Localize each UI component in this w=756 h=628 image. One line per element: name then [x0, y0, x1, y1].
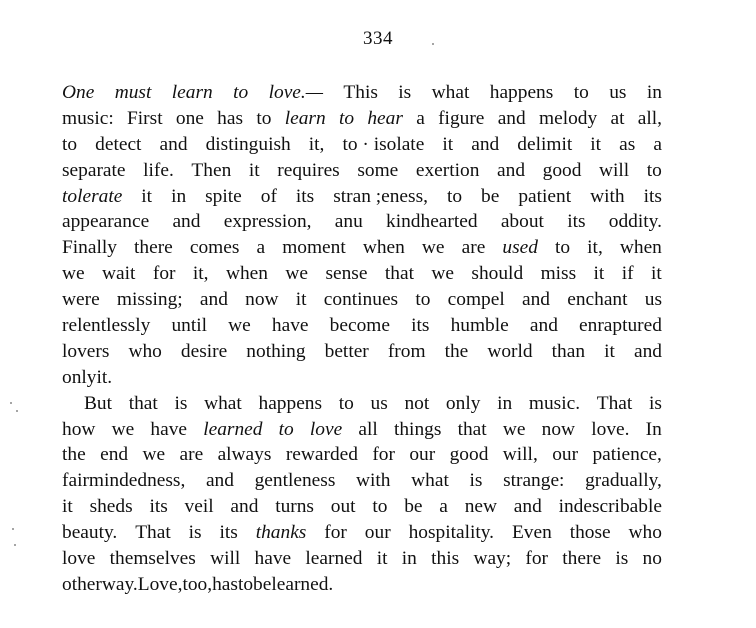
word: those — [569, 522, 611, 544]
text-line — [62, 106, 662, 132]
word: good — [542, 159, 582, 181]
word: to — [237, 573, 254, 595]
word: who — [128, 340, 162, 362]
word: missing; — [116, 289, 183, 311]
word: and — [199, 289, 228, 311]
word: compel — [447, 289, 505, 311]
word: rewarded — [285, 444, 358, 466]
word: one — [175, 107, 204, 129]
word: it — [442, 133, 454, 155]
word: things — [393, 418, 442, 440]
word: nothing — [246, 340, 306, 362]
word: learned. — [271, 573, 334, 595]
text-line — [62, 365, 662, 391]
word: the — [444, 340, 469, 362]
word: must — [114, 82, 152, 103]
word: to — [646, 159, 662, 181]
word: has — [212, 573, 238, 595]
word: that — [384, 263, 414, 285]
word: its — [295, 185, 315, 207]
word: melody — [539, 107, 598, 129]
word: for — [324, 522, 347, 544]
word: only — [62, 366, 97, 388]
word: good — [449, 444, 489, 466]
word: way. — [101, 573, 138, 595]
word: indescribable — [558, 496, 662, 518]
word: a — [653, 133, 662, 155]
word: happens — [489, 82, 554, 103]
word: and — [205, 470, 234, 492]
word: gradually, — [585, 470, 662, 492]
word: hospitality. — [408, 522, 495, 544]
scan-speck — [12, 528, 14, 530]
word: and — [159, 133, 188, 155]
word: if — [621, 263, 634, 285]
word: lovers — [62, 340, 110, 362]
word: its — [219, 522, 238, 544]
word: stran ;eness, — [333, 185, 428, 207]
word: Finally — [62, 237, 117, 259]
word: love.— — [268, 82, 323, 103]
word: separate — [62, 159, 126, 181]
word: have — [150, 418, 188, 440]
word: it — [141, 185, 153, 207]
word: hear — [367, 107, 403, 129]
word: That — [596, 392, 633, 414]
word: way; — [473, 548, 512, 570]
word: be — [481, 185, 500, 207]
text-line — [62, 417, 662, 443]
word: in — [646, 82, 662, 103]
word: and — [529, 315, 558, 337]
word: to — [372, 496, 388, 518]
word: with — [590, 185, 625, 207]
word: will, — [502, 444, 538, 466]
word: themselves — [109, 548, 196, 570]
word: all — [358, 418, 378, 440]
word: what — [204, 392, 242, 414]
word: learn — [171, 82, 213, 103]
scan-speck — [432, 43, 434, 45]
text-line — [62, 184, 662, 210]
word: sense — [325, 263, 368, 285]
word: be — [253, 573, 272, 595]
word: we — [285, 263, 309, 285]
word: it — [651, 263, 662, 285]
word: turns — [275, 496, 314, 518]
word: us — [609, 82, 627, 103]
word: be — [404, 496, 423, 518]
word: us — [370, 392, 388, 414]
word: life. — [143, 159, 174, 181]
word: were — [62, 289, 100, 311]
word: as — [619, 133, 636, 155]
word: should — [471, 263, 524, 285]
word: oddity. — [608, 211, 662, 233]
word: fairmindedness, — [62, 470, 186, 492]
word: other — [62, 573, 102, 595]
word: and — [513, 496, 542, 518]
word: it, — [587, 237, 603, 259]
word: to — [233, 82, 249, 103]
word: our — [364, 522, 391, 544]
word: it — [590, 133, 602, 155]
text-line — [62, 572, 662, 598]
word: us — [644, 289, 662, 311]
text-line — [62, 158, 662, 184]
word: about — [500, 211, 544, 233]
word: and — [172, 211, 201, 233]
text-line — [62, 235, 662, 261]
word: love. — [591, 418, 630, 440]
word: has — [217, 107, 244, 129]
word: to — [555, 237, 571, 259]
word: when — [362, 237, 405, 259]
word: always — [217, 444, 272, 466]
word: will — [210, 548, 241, 570]
word: requires — [277, 159, 340, 181]
word: have — [254, 548, 292, 570]
word: have — [271, 315, 309, 337]
paragraph — [62, 80, 662, 391]
word: is — [469, 470, 483, 492]
word: it, — [308, 133, 325, 155]
word: we — [142, 444, 166, 466]
word: its — [643, 185, 662, 207]
word: it, — [192, 263, 209, 285]
word: it — [376, 548, 388, 570]
word: its — [411, 315, 430, 337]
word: world — [487, 340, 533, 362]
word: That — [135, 522, 171, 544]
word: we — [228, 315, 251, 337]
word: is — [648, 392, 662, 414]
word: become — [329, 315, 390, 337]
word: learned — [203, 418, 263, 440]
word: in — [171, 185, 187, 207]
word: that — [128, 392, 158, 414]
word: a — [256, 237, 266, 259]
word: out — [330, 496, 356, 518]
word: Then — [191, 159, 232, 181]
word: better — [324, 340, 369, 362]
text-line — [62, 520, 662, 546]
word: for — [525, 548, 549, 570]
word: how — [62, 418, 96, 440]
text-line — [62, 391, 662, 417]
word: Love, — [137, 573, 183, 595]
word: a — [416, 107, 425, 129]
word: music: — [62, 107, 114, 129]
word: when — [225, 263, 268, 285]
word: used — [502, 237, 538, 259]
word: expression, — [223, 211, 312, 233]
word: enchant — [567, 289, 628, 311]
word: love — [62, 548, 96, 570]
word: with — [356, 470, 391, 492]
word: One — [62, 82, 95, 103]
word: to — [62, 133, 78, 155]
word: love — [309, 418, 343, 440]
word: for — [152, 263, 176, 285]
word: Even — [511, 522, 552, 544]
word: thanks — [255, 522, 307, 544]
word: we — [431, 263, 454, 285]
text-line — [62, 468, 662, 494]
word: patient — [518, 185, 572, 207]
text-line — [62, 80, 662, 106]
word: distinguish — [205, 133, 291, 155]
word: there — [562, 548, 602, 570]
word: delimit — [517, 133, 573, 155]
word: until — [171, 315, 208, 337]
word: end — [100, 444, 129, 466]
word: patience, — [592, 444, 662, 466]
scan-speck — [16, 410, 18, 412]
word: moment — [282, 237, 346, 259]
word: are — [179, 444, 204, 466]
word: to — [278, 418, 294, 440]
word: veil — [184, 496, 214, 518]
word: it — [593, 263, 605, 285]
word: only — [445, 392, 481, 414]
word: our — [552, 444, 579, 466]
word: But — [84, 392, 113, 414]
word: and — [471, 133, 500, 155]
word: that — [457, 418, 487, 440]
word: its — [149, 496, 168, 518]
word: we — [502, 418, 526, 440]
word: it — [295, 289, 307, 311]
word: to — [446, 185, 463, 207]
word: at — [610, 107, 625, 129]
word: from — [387, 340, 426, 362]
word: and — [230, 496, 259, 518]
word: it — [604, 340, 615, 362]
word: its — [567, 211, 586, 233]
word: of — [260, 185, 277, 207]
text-line — [62, 209, 662, 235]
word: is — [188, 522, 202, 544]
word: this — [431, 548, 460, 570]
word: miss — [540, 263, 577, 285]
word: This — [343, 82, 378, 103]
word: detect — [95, 133, 142, 155]
word: continues — [323, 289, 399, 311]
word: tolerate — [62, 185, 123, 207]
word: there — [134, 237, 173, 259]
word: to — [415, 289, 431, 311]
word: to — [573, 82, 589, 103]
text-line — [62, 287, 662, 313]
word: relentlessly — [62, 315, 151, 337]
word: a — [439, 496, 448, 518]
word: what — [411, 470, 449, 492]
word: spite — [205, 185, 242, 207]
word: humble — [450, 315, 509, 337]
word: who — [628, 522, 662, 544]
word: than — [551, 340, 586, 362]
text-line — [62, 494, 662, 520]
text-line — [62, 313, 662, 339]
word: now — [541, 418, 576, 440]
word: no — [642, 548, 662, 570]
word: and — [497, 107, 526, 129]
word: to — [338, 392, 354, 414]
word: is — [615, 548, 629, 570]
text-line — [62, 546, 662, 572]
word: in — [497, 392, 513, 414]
word: we — [111, 418, 135, 440]
word: anu — [334, 211, 363, 233]
word: it. — [96, 366, 113, 388]
word: learn — [284, 107, 326, 129]
word: First — [127, 107, 163, 129]
word: it — [62, 496, 73, 518]
word: we — [62, 263, 85, 285]
word: now — [245, 289, 279, 311]
word: learned — [305, 548, 363, 570]
word: and — [497, 159, 526, 181]
word: we — [421, 237, 445, 259]
word: to — [338, 107, 355, 129]
word: it — [248, 159, 260, 181]
word: appearance — [62, 211, 150, 233]
word: In — [645, 418, 662, 440]
word: sheds — [89, 496, 133, 518]
word: exertion — [415, 159, 480, 181]
scan-speck — [14, 544, 16, 546]
word: strange: — [503, 470, 565, 492]
body-text — [62, 80, 662, 598]
word: in — [401, 548, 417, 570]
word: for — [372, 444, 395, 466]
word: are — [461, 237, 486, 259]
word: comes — [189, 237, 240, 259]
word: figure — [438, 107, 485, 129]
word: the — [62, 444, 86, 466]
word: happens — [258, 392, 323, 414]
word: desire — [180, 340, 228, 362]
word: is — [398, 82, 412, 103]
word: all, — [637, 107, 662, 129]
word: new — [464, 496, 497, 518]
word: not — [404, 392, 430, 414]
word: and — [521, 289, 550, 311]
text-line — [62, 132, 662, 158]
word: too, — [182, 573, 213, 595]
word: wait — [102, 263, 136, 285]
word: enraptured — [579, 315, 662, 337]
word: what — [431, 82, 470, 103]
word: to · isolate — [342, 133, 425, 155]
text-line — [62, 442, 662, 468]
text-line — [62, 339, 662, 365]
word: when — [619, 237, 662, 259]
word: kindhearted — [386, 211, 478, 233]
word: and — [633, 340, 662, 362]
word: is — [174, 392, 188, 414]
text-line — [62, 261, 662, 287]
word: music. — [528, 392, 581, 414]
page-number: 334 — [363, 28, 393, 49]
paragraph — [62, 391, 662, 598]
word: some — [357, 159, 399, 181]
word: beauty. — [62, 522, 118, 544]
word: our — [409, 444, 436, 466]
word: will — [599, 159, 630, 181]
scan-speck — [10, 402, 12, 404]
word: gentleness — [254, 470, 336, 492]
word: to — [256, 107, 272, 129]
